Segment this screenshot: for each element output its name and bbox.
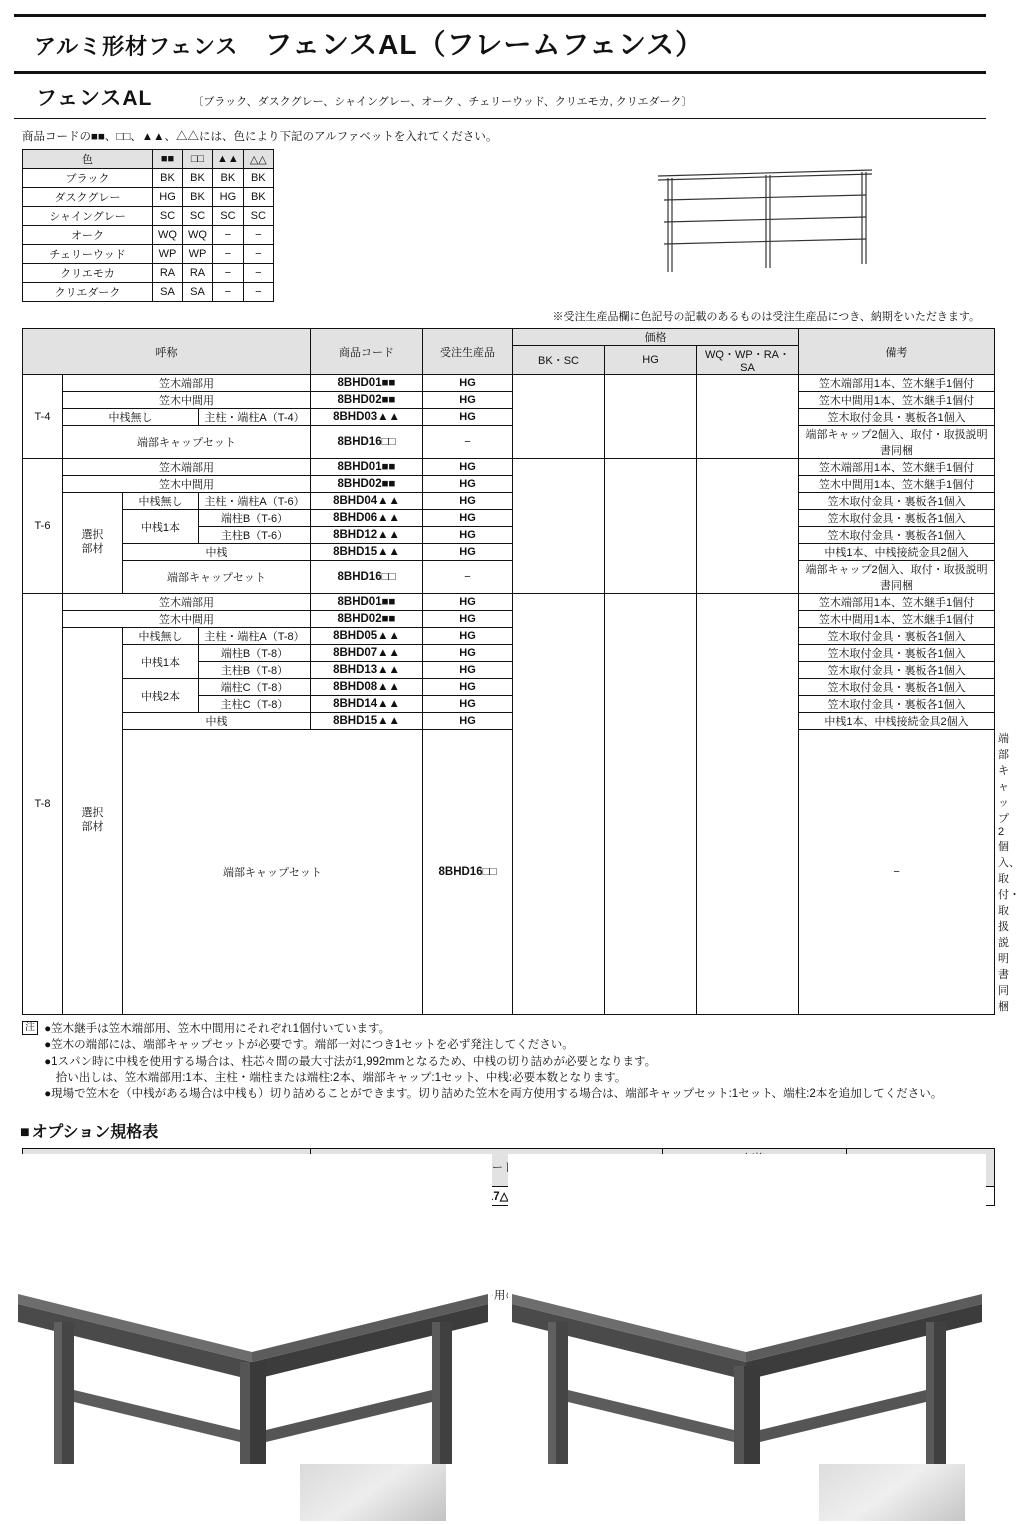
option-heading: ■ オプション規格表: [20, 1119, 986, 1142]
price-bksc: [513, 375, 605, 459]
table-row: [23, 713, 995, 730]
item-remark: 笠木取付金具・裏板各1個入: [799, 628, 995, 645]
color-value: HG: [213, 188, 244, 207]
item-name: 端柱B（T-6）: [199, 510, 311, 527]
table-row: [23, 544, 995, 561]
category-title: アルミ形材フェンス: [34, 34, 239, 59]
table-row: [23, 169, 274, 188]
item-name: 主柱・端柱A（T-6）: [199, 493, 311, 510]
item-remark: 中桟1本、中桟接続金具2個入: [799, 544, 995, 561]
color-value: −: [213, 245, 244, 264]
table-row: [23, 226, 274, 245]
color-value: SA: [153, 283, 183, 302]
item-code: 8BHD14▲▲: [311, 696, 423, 713]
color-value: SC: [153, 207, 183, 226]
color-value: −: [213, 283, 244, 302]
table-row: [23, 188, 274, 207]
price-bksc: [513, 594, 605, 1015]
item-name: 主柱B（T-8）: [199, 662, 311, 679]
item-name: 笠木中間用: [63, 392, 311, 409]
series-bar: [14, 74, 986, 119]
note-item: 拾い出しは、笠木端部用:1本、主柱・端柱または端柱:2本、端部キャップ:1セット、中桟:必要本数となります。: [44, 1071, 627, 1084]
item-code: 8BHD03▲▲: [311, 409, 423, 426]
item-code: 8BHD01■■: [311, 594, 423, 611]
made-to-order-note: ※受注生産品欄に色記号の記載のあるものは受注生産品につき、納期をいただきます。: [552, 311, 980, 323]
item-remark: 笠木中間用1本、笠木継手1個付: [799, 611, 995, 628]
item-code: 8BHD06▲▲: [311, 510, 423, 527]
color-value: BK: [183, 169, 213, 188]
item-code: 8BHD13▲▲: [311, 662, 423, 679]
color-th-2: □□: [183, 150, 213, 169]
item-remark: 笠木端部用1本、笠木継手1個付: [799, 594, 995, 611]
item-mto: HG: [423, 375, 513, 392]
price-other: [697, 459, 799, 594]
item-name: 端部キャップセット: [63, 426, 311, 459]
item-sub: 中桟1本: [123, 510, 199, 544]
item-remark: 笠木取付金具・裏板各1個入: [799, 510, 995, 527]
spec-th-code: 商品コード: [311, 329, 423, 375]
photo-with-priority: [14, 1154, 492, 1464]
item-mto: HG: [423, 527, 513, 544]
table-row: [23, 476, 995, 493]
table-row: [23, 645, 995, 662]
color-value: WQ: [153, 226, 183, 245]
corner-photos: [14, 1154, 986, 1464]
item-sub: 中桟無し: [63, 409, 199, 426]
note-item: ●現場で笠木を（中桟がある場合は中桟も）切り詰めることができます。切り詰めた笠木を両方使用する場合は、端部キャップセット:1セット、端柱:2本を追加してください。: [44, 1088, 943, 1101]
item-mto: HG: [423, 544, 513, 561]
select-parts-label: 選択 部材: [63, 628, 123, 1015]
item-code: 8BHD12▲▲: [311, 527, 423, 544]
item-name: 笠木中間用: [63, 611, 311, 628]
group-type: T-4: [23, 375, 63, 459]
item-mto: HG: [423, 392, 513, 409]
item-code: 8BHD02■■: [311, 476, 423, 493]
product-title: フェンスAL（フレームフェンス）: [264, 29, 705, 60]
item-name: 主柱C（T-8）: [199, 696, 311, 713]
item-sub: 中桟無し: [123, 628, 199, 645]
item-mto: HG: [423, 409, 513, 426]
item-code: 8BHD01■■: [311, 375, 423, 392]
item-sub: 中桟無し: [123, 493, 199, 510]
table-row: [23, 392, 995, 409]
color-name: クリエダーク: [23, 283, 153, 302]
group-type: T-6: [23, 459, 63, 594]
item-name: 笠木中間用: [63, 476, 311, 493]
table-row: [23, 594, 995, 611]
table-row: [23, 628, 995, 645]
color-value: −: [243, 283, 273, 302]
color-name: ダスクグレー: [23, 188, 153, 207]
item-code: 8BHD05▲▲: [311, 628, 423, 645]
table-row: [23, 493, 995, 510]
item-remark: 笠木中間用1本、笠木継手1個付: [799, 392, 995, 409]
color-value: SC: [243, 207, 273, 226]
item-name: 笠木端部用: [63, 594, 311, 611]
item-name: 笠木端部用: [63, 459, 311, 476]
color-value: WP: [183, 245, 213, 264]
item-code: 8BHD16□□: [423, 730, 513, 1015]
table-row: [23, 426, 995, 459]
price-hg: [605, 594, 697, 1015]
item-sub: 中桟1本: [123, 645, 199, 679]
color-value: SA: [183, 283, 213, 302]
color-value: BK: [243, 188, 273, 207]
item-mto: HG: [423, 662, 513, 679]
color-value: WQ: [183, 226, 213, 245]
color-value: RA: [183, 264, 213, 283]
item-code: 8BHD15▲▲: [311, 544, 423, 561]
notes-label: 注: [22, 1021, 38, 1035]
color-value: BK: [243, 169, 273, 188]
spec-th-price: 価格: [513, 329, 799, 346]
item-code: 8BHD16□□: [311, 561, 423, 594]
color-name: クリエモカ: [23, 264, 153, 283]
color-th-3: ▲▲: [213, 150, 244, 169]
item-mto: HG: [423, 459, 513, 476]
spec-th-price-other: WQ・WP・RA・SA: [697, 346, 799, 375]
color-value: WP: [153, 245, 183, 264]
price-other: [697, 375, 799, 459]
table-row: [23, 264, 274, 283]
item-remark: 笠木取付金具・裏板各1個入: [799, 645, 995, 662]
item-remark: 端部キャップ2個入、取付・取扱説明書同梱: [799, 561, 995, 594]
color-value: RA: [153, 264, 183, 283]
item-code: 8BHD07▲▲: [311, 645, 423, 662]
page-title-bar: [14, 14, 986, 74]
color-value: SC: [213, 207, 244, 226]
color-value: BK: [213, 169, 244, 188]
item-remark: 笠木取付金具・裏板各1個入: [799, 696, 995, 713]
item-name: 端柱B（T-8）: [199, 645, 311, 662]
table-row: [23, 207, 274, 226]
item-name: 笠木端部用: [63, 375, 311, 392]
spec-table: [22, 328, 1020, 1015]
color-name: シャイングレー: [23, 207, 153, 226]
table-row: [23, 459, 995, 476]
series-colors: 〔ブラック、ダスクグレー、シャイングレー、オーク 、チェリーウッド、クリエモカ, クリエダーク〕: [192, 96, 693, 108]
item-code: 8BHD15▲▲: [311, 713, 423, 730]
note-item: ●1スパン時に中桟を使用する場合は、柱芯々間の最大寸法が1,992mmとなるため、中桟の切り詰めが必要となります。: [44, 1055, 657, 1068]
item-mto: HG: [423, 645, 513, 662]
item-code: 8BHD04▲▲: [311, 493, 423, 510]
note-item: ●笠木の端部には、端部キャップセットが必要です。端部一対につき1セットを必ず発注してください。: [44, 1039, 574, 1052]
spec-th-price-hg: HG: [605, 346, 697, 375]
color-value: −: [243, 264, 273, 283]
color-name: オーク: [23, 226, 153, 245]
table-row: [23, 679, 995, 696]
color-value: BK: [183, 188, 213, 207]
item-name: 端部キャップセット: [123, 561, 311, 594]
item-mto: HG: [423, 696, 513, 713]
item-mto: −: [423, 426, 513, 459]
catalog-page: [0, 14, 1020, 1478]
spec-th-price-bksc: BK・SC: [513, 346, 605, 375]
spec-th-mto: 受注生産品: [423, 329, 513, 375]
item-code: 8BHD02■■: [311, 611, 423, 628]
item-name: 中桟: [123, 544, 311, 561]
price-hg: [605, 375, 697, 459]
table-row: [23, 409, 995, 426]
color-value: −: [213, 264, 244, 283]
color-name: チェリーウッド: [23, 245, 153, 264]
spec-th-name: 呼称: [23, 329, 311, 375]
item-name: 中桟: [123, 713, 311, 730]
color-code-table: [22, 149, 274, 302]
item-sub: 中桟2本: [123, 679, 199, 713]
item-remark: 端部キャップ2個入、取付・取扱説明書同梱: [799, 426, 995, 459]
table-row: [23, 245, 274, 264]
price-hg: [605, 459, 697, 594]
item-name: 端部キャップセット: [123, 730, 423, 1015]
item-mto: −: [423, 561, 513, 594]
item-code: 8BHD16□□: [311, 426, 423, 459]
price-other: [697, 594, 799, 1015]
item-mto: HG: [423, 679, 513, 696]
photo-no-priority: [508, 1154, 986, 1464]
color-value: HG: [153, 188, 183, 207]
color-th-0: 色: [23, 150, 153, 169]
item-remark: 笠木取付金具・裏板各1個入: [799, 679, 995, 696]
item-name: 主柱・端柱A（T-4）: [199, 409, 311, 426]
item-code: 8BHD02■■: [311, 392, 423, 409]
item-mto: HG: [423, 493, 513, 510]
color-value: BK: [153, 169, 183, 188]
item-mto: HG: [423, 510, 513, 527]
color-th-4: △△: [243, 150, 273, 169]
item-remark: 笠木端部用1本、笠木継手1個付: [799, 459, 995, 476]
item-name: 主柱・端柱A（T-8）: [199, 628, 311, 645]
table-row: [23, 375, 995, 392]
item-mto: HG: [423, 611, 513, 628]
table-row: [23, 611, 995, 628]
color-value: −: [243, 226, 273, 245]
price-bksc: [513, 459, 605, 594]
item-remark: 笠木中間用1本、笠木継手1個付: [799, 476, 995, 493]
item-mto: HG: [423, 713, 513, 730]
spec-th-remarks: 備考: [799, 329, 995, 375]
series-name: フェンスAL: [36, 87, 153, 110]
fence-illustration: [650, 164, 880, 284]
notes-block: [22, 1021, 986, 1103]
item-code: 8BHD01■■: [311, 459, 423, 476]
item-remark: 笠木取付金具・裏板各1個入: [799, 409, 995, 426]
color-value: SC: [183, 207, 213, 226]
table-row: [23, 283, 274, 302]
group-type: T-8: [23, 594, 63, 1015]
item-remark: 笠木取付金具・裏板各1個入: [799, 662, 995, 679]
table-row: [23, 561, 995, 594]
table-row: [23, 510, 995, 527]
item-mto: HG: [423, 476, 513, 493]
item-mto: HG: [423, 594, 513, 611]
table-row: 端部キャップセット 8BHD16□□ − 端部キャップ2個入、取付・取扱説明書同梱: [23, 730, 995, 1015]
note-item: ●笠木継手は笠木端部用、笠木中間用にそれぞれ1個付いています。: [44, 1023, 391, 1035]
color-name: ブラック: [23, 169, 153, 188]
color-value: −: [213, 226, 244, 245]
item-remark: 笠木端部用1本、笠木継手1個付: [799, 375, 995, 392]
item-name: 端柱C（T-8）: [199, 679, 311, 696]
item-mto: HG: [423, 628, 513, 645]
item-mto: −: [799, 730, 995, 1015]
item-remark: 中桟1本、中桟接続金具2個入: [799, 713, 995, 730]
item-code: 8BHD08▲▲: [311, 679, 423, 696]
color-value: −: [243, 245, 273, 264]
code-note: 商品コードの■■、□□、▲▲、△△には、色により下記のアルファベットを入れてください。: [22, 131, 498, 143]
item-remark: 笠木取付金具・裏板各1個入: [799, 527, 995, 544]
color-th-1: ■■: [153, 150, 183, 169]
item-name: 主柱B（T-6）: [199, 527, 311, 544]
select-parts-label: 選択 部材: [63, 493, 123, 594]
item-remark: 笠木取付金具・裏板各1個入: [799, 493, 995, 510]
